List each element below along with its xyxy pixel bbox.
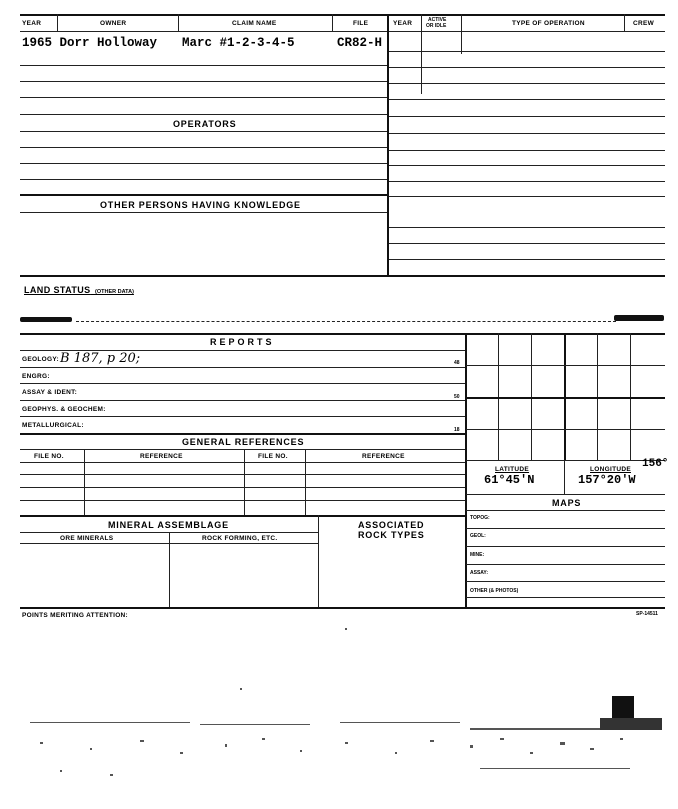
divider-owner bbox=[178, 14, 179, 31]
geology-value: B 187, p 20; bbox=[60, 351, 141, 366]
maps-row bbox=[466, 581, 665, 582]
maps-row bbox=[466, 564, 665, 565]
entry-year-owner: 1965 Dorr Holloway bbox=[22, 36, 158, 50]
location-bottom bbox=[466, 494, 665, 495]
maps-row bbox=[466, 597, 665, 598]
points-meriting-attention: POINTS MERITING ATTENTION: bbox=[22, 612, 129, 619]
geology-label: GEOLOGY: bbox=[22, 356, 59, 363]
row-line bbox=[20, 65, 387, 66]
scan-mark bbox=[20, 317, 72, 322]
longitude-label: LONGITUDE bbox=[590, 466, 631, 473]
ref-divider bbox=[84, 449, 85, 515]
lat-long-divider bbox=[564, 460, 565, 494]
operator-row bbox=[20, 147, 387, 148]
divider-active bbox=[461, 14, 462, 54]
references-underline bbox=[20, 449, 465, 450]
ref-row bbox=[20, 474, 465, 475]
land-status-heading bbox=[24, 280, 134, 298]
geophys-label: GEOPHYS. & GEOCHEM: bbox=[22, 406, 106, 413]
associated-heading-1: ASSOCIATED bbox=[358, 520, 425, 530]
operators-bottom bbox=[20, 194, 387, 196]
col-header-owner: OWNER bbox=[100, 20, 127, 27]
associated-heading-2: ROCK TYPES bbox=[358, 530, 425, 540]
scan-noise-dots bbox=[30, 628, 630, 776]
longitude-value: 157°20'W bbox=[578, 473, 636, 487]
margin-18: 18 bbox=[454, 427, 460, 433]
op-row-line bbox=[389, 259, 665, 260]
ref-row bbox=[20, 487, 465, 488]
op-row-line bbox=[389, 196, 665, 197]
margin-50: 50 bbox=[454, 394, 460, 400]
engrg-label: ENGRG: bbox=[22, 373, 50, 380]
top-border bbox=[20, 14, 665, 16]
report-row bbox=[20, 383, 465, 384]
divider-year2 bbox=[421, 14, 422, 94]
land-divider bbox=[76, 321, 616, 322]
col-header-claim-name: CLAIM NAME bbox=[232, 20, 277, 27]
ore-minerals-label: ORE MINERALS bbox=[60, 535, 114, 542]
op-row-line bbox=[389, 51, 665, 52]
col-header-active-1: ACTIVE bbox=[428, 17, 447, 23]
op-row-line bbox=[389, 227, 665, 228]
maps-assay: ASSAY: bbox=[470, 570, 489, 576]
lower-section-bottom bbox=[20, 607, 665, 609]
ref-col-file-no: FILE NO. bbox=[34, 453, 64, 460]
references-bottom bbox=[20, 515, 465, 517]
grid-row-center bbox=[466, 397, 665, 399]
upper-section-bottom bbox=[20, 275, 665, 277]
op-row-line bbox=[389, 83, 665, 84]
maps-topog: TOPOG: bbox=[470, 515, 490, 521]
grid-row bbox=[466, 365, 665, 366]
report-row bbox=[20, 400, 465, 401]
col-header-active-2: OR IDLE bbox=[426, 23, 447, 29]
divider-main bbox=[387, 14, 389, 276]
entry-file: CR82-H bbox=[337, 36, 383, 50]
col-header-crew: CREW bbox=[633, 20, 655, 27]
col-header-year: YEAR bbox=[22, 20, 42, 27]
op-row-line bbox=[389, 116, 665, 117]
operator-row bbox=[20, 179, 387, 180]
rock-forming-label: ROCK FORMING, ETC. bbox=[202, 535, 278, 542]
ref-divider bbox=[244, 449, 245, 515]
scan-mark bbox=[614, 315, 664, 321]
op-row-line bbox=[389, 243, 665, 244]
operators-heading: OPERATORS bbox=[173, 119, 237, 129]
col-header-year-2: YEAR bbox=[393, 20, 413, 27]
op-row-line bbox=[389, 99, 665, 100]
latitude-value: 61°45'N bbox=[484, 473, 535, 487]
mineral-divider-assoc bbox=[318, 515, 319, 607]
ref-col-reference: REFERENCE bbox=[140, 453, 183, 460]
row-line bbox=[20, 81, 387, 82]
maps-row bbox=[466, 528, 665, 529]
maps-underline bbox=[466, 510, 665, 511]
report-row bbox=[20, 367, 465, 368]
maps-geol: GEOL: bbox=[470, 533, 486, 539]
grid-row bbox=[466, 429, 665, 430]
reports-top-border bbox=[20, 333, 665, 335]
latitude-label: LATITUDE bbox=[495, 466, 530, 473]
divider-year bbox=[57, 14, 58, 31]
ref-col-file-no-2: FILE NO. bbox=[258, 453, 288, 460]
general-references-heading: GENERAL REFERENCES bbox=[182, 437, 305, 447]
land-status-sub: (OTHER DATA) bbox=[95, 289, 134, 295]
reports-heading: REPORTS bbox=[210, 337, 275, 347]
operators-underline bbox=[20, 131, 387, 132]
land-status-label: LAND STATUS bbox=[24, 285, 91, 295]
divider-type bbox=[624, 14, 625, 31]
mineral-divider bbox=[169, 532, 170, 607]
assay-label: ASSAY & IDENT: bbox=[22, 389, 78, 396]
maps-other: OTHER (& PHOTOS) bbox=[470, 588, 519, 594]
col-header-type-of-operation: TYPE OF OPERATION bbox=[512, 20, 585, 27]
reports-bottom bbox=[20, 433, 465, 435]
longitude-extra: 156° bbox=[642, 458, 669, 470]
ref-row bbox=[20, 500, 465, 501]
metallurgical-label: METALLURGICAL: bbox=[22, 422, 84, 429]
mineral-assemblage-heading: MINERAL ASSEMBLAGE bbox=[108, 520, 229, 530]
scan-blot bbox=[600, 718, 662, 730]
op-row-line bbox=[389, 67, 665, 68]
maps-row bbox=[466, 546, 665, 547]
other-persons-heading: OTHER PERSONS HAVING KNOWLEDGE bbox=[100, 200, 301, 210]
row-line bbox=[20, 114, 387, 115]
entry-claim: Marc #1-2-3-4-5 bbox=[182, 36, 295, 50]
ref-col-reference-2: REFERENCE bbox=[362, 453, 405, 460]
op-row-line bbox=[389, 150, 665, 151]
header-underline bbox=[20, 31, 665, 32]
references-header-line bbox=[20, 462, 465, 463]
ref-divider bbox=[305, 449, 306, 515]
maps-heading: MAPS bbox=[552, 498, 582, 508]
grid-bottom bbox=[466, 460, 665, 461]
op-row-line bbox=[389, 133, 665, 134]
op-row-line bbox=[389, 165, 665, 166]
margin-48: 48 bbox=[454, 360, 460, 366]
row-line bbox=[20, 97, 387, 98]
form-number: SP-14511 bbox=[636, 611, 658, 617]
op-row-line bbox=[389, 181, 665, 182]
divider-claim bbox=[332, 14, 333, 31]
other-persons-underline bbox=[20, 212, 387, 213]
report-row bbox=[20, 416, 465, 417]
scan-blot bbox=[612, 696, 634, 718]
reports-right-divider bbox=[465, 333, 467, 607]
col-header-file: FILE bbox=[353, 20, 369, 27]
maps-mine: MINE: bbox=[470, 552, 485, 558]
operator-row bbox=[20, 163, 387, 164]
